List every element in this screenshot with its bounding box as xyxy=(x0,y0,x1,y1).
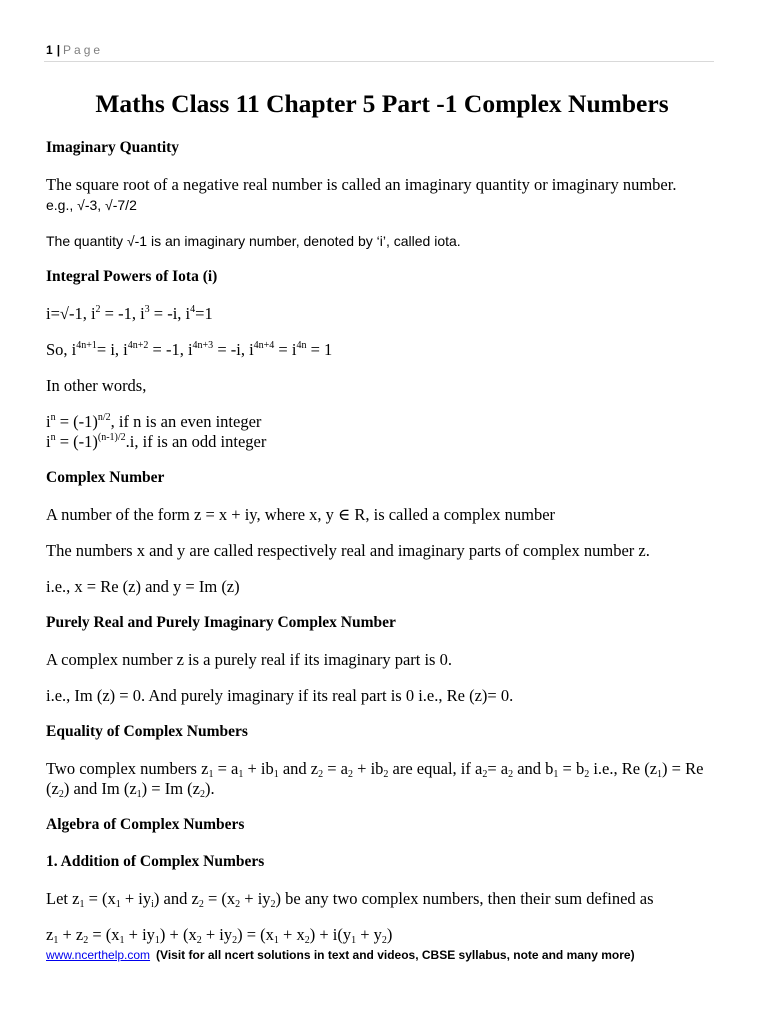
imaginary-definition: The square root of a negative real number is called an imaginary quantity or imaginary number. xyxy=(46,175,677,194)
document-title: Maths Class 11 Chapter 5 Part -1 Complex Numbers xyxy=(95,89,669,118)
heading-powers-of-iota: Integral Powers of Iota (i) xyxy=(46,268,218,285)
footer-note: (Visit for all ncert solutions in text and videos, CBSE syllabus, note and many more) xyxy=(156,948,635,962)
website-link[interactable]: www.ncerthelp.com xyxy=(46,948,151,962)
complex-number-definition: A number of the form z = x + iy, where x, y ∈ R, is called a complex number xyxy=(46,505,556,524)
even-power-rule: $i^n = (-1)^{n/2}$, if n is an even integer xyxy=(46,412,262,431)
imaginary-example: e.g., √-3, √-7/2 xyxy=(46,197,137,213)
odd-power-rule: $i^n = (-1)^{(n-1)/2}.i$, if is an odd integer xyxy=(46,432,267,451)
re-im-notation: i.e., x = Re (z) and y = Im (z) xyxy=(46,577,240,596)
heading-algebra: Algebra of Complex Numbers xyxy=(46,816,245,833)
heading-imaginary-quantity: Imaginary Quantity xyxy=(46,139,180,156)
page-header xyxy=(46,43,103,57)
real-imaginary-parts: The numbers x and y are called respectively real and imaginary parts of complex number z. xyxy=(46,541,650,560)
page-separator: | xyxy=(56,43,61,57)
in-other-words: In other words, xyxy=(46,376,147,395)
heading-addition: 1. Addition of Complex Numbers xyxy=(46,853,265,870)
heading-equality: Equality of Complex Numbers xyxy=(46,723,248,740)
equality-definition: Two complex numbers $z_1 = a_1 + ib_1$ and $z_2 = a_2 + ib_2$ are equal, if $a_2= a_2$ and $b_1 = b_2$ i.e., Re $(z_1) = Re$ $(z_2)$ and Im $(z_1) = Im$ $(z_2)$. xyxy=(46,759,704,800)
iota-general-powers-equation: So, $i^{4n+1}= i$, $i^{4n+2} = -1$, $i^{4n+3} = -i$, $i^{4n+4} = i^{4n} = 1$ xyxy=(46,340,333,359)
document-body xyxy=(46,84,718,961)
page-number: 1 xyxy=(46,43,53,57)
purely-imaginary-definition: i.e., Im (z) = 0. And purely imaginary if its real part is 0 i.e., Re (z)= 0. xyxy=(46,686,514,705)
header-divider xyxy=(44,61,714,62)
purely-real-definition: A complex number z is a purely real if its imaginary part is 0. xyxy=(46,650,452,669)
addition-formula: $z_1 + z_2 = (x_1 + iy_1) + (x_2 + iy_2) = (x_1 + x_2) + i(y_1 + y_2)$ xyxy=(46,925,393,946)
page-footer xyxy=(46,948,635,962)
iota-definition: The quantity √-1 is an imaginary number, denoted by ‘i’, called iota. xyxy=(46,233,461,249)
addition-setup: Let $z_1 = (x_1 + iy_i)$ and $z_2 = (x_2 + iy_2)$ be any two complex numbers, then their sum defined as xyxy=(46,889,654,910)
page-label: Page xyxy=(63,43,104,57)
heading-complex-number: Complex Number xyxy=(46,469,165,486)
heading-purely-real-imaginary: Purely Real and Purely Imaginary Complex Number xyxy=(46,614,396,631)
iota-powers-equation: i=√-1, $i^2 = -1$, $i^3 = -i$, $i^4=1$ xyxy=(46,304,213,323)
